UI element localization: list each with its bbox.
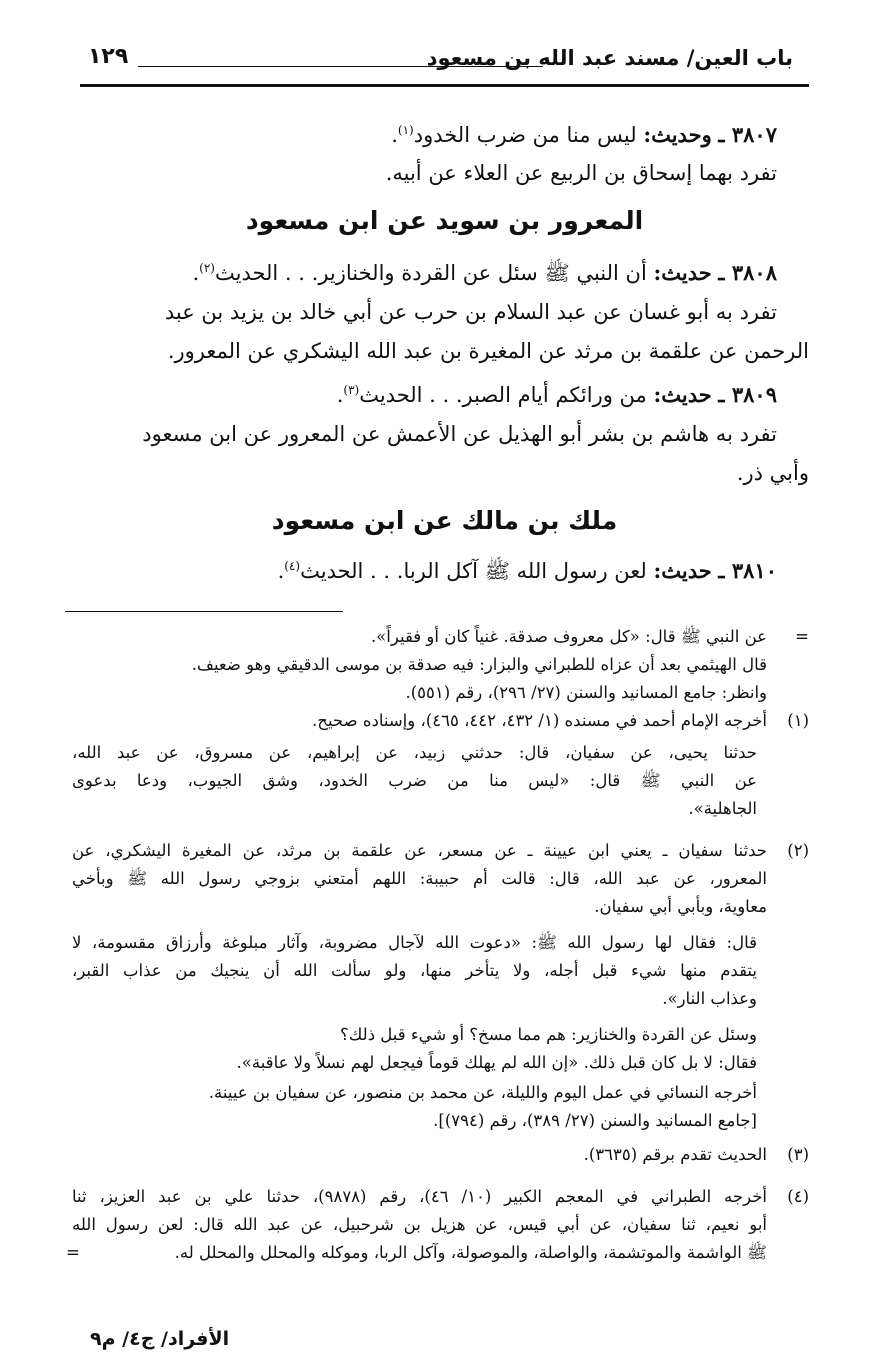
footnote-cont-line: عن النبي ﷺ قال: «كل معروف صدقة. غنياً كان أو فقيراً». bbox=[370, 627, 767, 646]
tafarrud-3809-line1: تفرد به هاشم بن بشر أبو الهذيل عن الأعمش عن المعرور عن ابن مسعود bbox=[142, 422, 777, 446]
hadith-3809 bbox=[80, 375, 777, 410]
footnote-ref: (١) bbox=[397, 123, 414, 137]
footnote-1-mark: (١) bbox=[787, 711, 809, 730]
section-title-2: ملك بن مالك عن ابن مسعود bbox=[271, 506, 618, 535]
continuation-mark: = bbox=[795, 627, 809, 646]
footnote-ref: (٤) bbox=[284, 559, 301, 573]
footnote-1-line: عن النبي ﷺ قال: «ليس منا من ضرب الخدود، وشق الجيوب، ودعا بدعوى bbox=[72, 771, 757, 790]
footnote-2-line: [جامع المسانيد والسنن (٢٧/ ٣٨٩)، رقم (٧٩٤)]. bbox=[433, 1111, 757, 1130]
footnote-separator bbox=[65, 611, 343, 612]
hadith-keyword: وحديث: bbox=[643, 122, 712, 147]
hadith-keyword: حديث: bbox=[653, 382, 712, 407]
punct: . bbox=[336, 383, 344, 407]
footnote-ref: (٣) bbox=[343, 383, 360, 397]
footnote-4-mark: (٤) bbox=[787, 1187, 809, 1206]
hadith-number: ٣٨١٠ ـ bbox=[718, 558, 777, 583]
tafarrud-3808-line2: الرحمن عن علقمة بن مرثد عن المغيرة بن عبد الله اليشكري عن المعرور. bbox=[167, 339, 809, 363]
hadith-keyword: حديث: bbox=[653, 558, 712, 583]
footnote-4-line: أخرجه الطبراني في المعجم الكبير (١٠/ ٤٦)، رقم (٩٨٧٨)، حدثنا علي بن عبد العزيز، ثنا bbox=[72, 1187, 767, 1206]
footnote-2-line: وعذاب النار». bbox=[662, 989, 757, 1008]
header-rule bbox=[80, 84, 809, 87]
footnote-3-mark: (٣) bbox=[787, 1145, 809, 1164]
footnote-cont-line: وانظر: جامع المسانيد والسنن (٢٧/ ٢٩٦)، رقم (٥٥١). bbox=[405, 683, 767, 702]
punct: . bbox=[277, 559, 285, 583]
footnote-ref: (٢) bbox=[199, 261, 215, 275]
hadith-3808 bbox=[80, 253, 777, 288]
section-title-1: المعرور بن سويد عن ابن مسعود bbox=[245, 206, 644, 235]
punct: . bbox=[192, 261, 200, 285]
hadith-text: أن النبي ﷺ سئل عن القردة والخنازير. . . الحديث bbox=[214, 261, 647, 285]
header-dash-line bbox=[138, 66, 543, 67]
footnote-2-line: يتقدم منها شيء قبل أجله، ولا يتأخر منها، ولو سألت الله أن ينجيك من عذاب القبر، bbox=[72, 961, 757, 980]
hadith-text: ليس منا من ضرب الخدود bbox=[413, 123, 637, 147]
footnote-1-line: حدثنا يحيى، عن سفيان، قال: حدثني زبيد، عن إبراهيم، عن مسروق، عن عبد الله، bbox=[72, 743, 757, 762]
footnote-4-line: ﷺ الواشمة والموتشمة، والواصلة، والموصولة، وآكل الربا، وموكله والمحلل والمحلل له. bbox=[174, 1243, 767, 1262]
footnote-2-line: قال: فقال لها رسول الله ﷺ: «دعوت الله لآجال مضروبة، وآثار مبلوغة وأرزاق مقسومة، لا bbox=[72, 933, 757, 952]
continuation-mark-end: = bbox=[66, 1243, 80, 1262]
hadith-text: من ورائكم أيام الصبر. . . الحديث bbox=[359, 383, 647, 407]
footnote-cont-line: قال الهيثمي بعد أن عزاه للطبراني والبزار: فيه صدقة بن موسى الدقيقي وهو ضعيف. bbox=[191, 655, 767, 674]
footnote-1-line: أخرجه الإمام أحمد في مسنده (١/ ٤٣٢، ٤٤٢، ٤٦٥)، وإسناده صحيح. bbox=[312, 711, 767, 730]
footnote-1-line: الجاهلية». bbox=[688, 799, 757, 818]
hadith-3810 bbox=[80, 551, 777, 586]
punct: . bbox=[391, 123, 398, 147]
footnote-2-line: وسئل عن القردة والخنازير: هم مما مسخ؟ أو شيء قبل ذلك؟ bbox=[340, 1025, 757, 1044]
hadith-number: ٣٨٠٨ ـ bbox=[718, 260, 777, 285]
hadith-3807 bbox=[80, 115, 777, 150]
footnote-2-line: فقال: لا بل كان قبل ذلك. «إن الله لم يهلك قوماً فيجعل لهم نسلاً ولا عاقبة». bbox=[236, 1053, 757, 1072]
footnote-2-line: حدثنا سفيان ـ يعني ابن عيينة ـ عن مسعر، عن علقمة بن مرثد، عن المغيرة اليشكري، عن bbox=[72, 841, 767, 860]
page-number: ١٢٩ bbox=[88, 44, 129, 69]
tafarrud-3808-line1: تفرد به أبو غسان عن عبد السلام بن حرب عن أبي خالد بن يزيد بن عبد bbox=[164, 300, 777, 324]
footnote-4-line: أبو نعيم، ثنا سفيان، عن أبي قيس، عن هزيل بن شرحبيل، عن عبد الله قال: لعن رسول الله bbox=[72, 1215, 767, 1234]
footer-signature: الأفراد/ ج٤/ م٩ bbox=[90, 1328, 230, 1350]
footnote-3-line: الحديث تقدم برقم (٣٦٣٥). bbox=[583, 1145, 767, 1164]
footnote-2-line: المعرور، عن عبد الله، قال: قالت أم حبيبة: اللهم أمتعني بزوجي رسول الله ﷺ وبأخي bbox=[72, 869, 767, 888]
footnote-2-line: أخرجه النسائي في عمل اليوم والليلة، عن محمد بن منصور، عن سفيان بن عيينة. bbox=[208, 1083, 757, 1102]
hadith-number: ٣٨٠٩ ـ bbox=[718, 382, 777, 407]
hadith-text: لعن رسول الله ﷺ آكل الربا. . . الحديث bbox=[300, 559, 647, 583]
running-title: باب العين/ مسند عبد الله بن مسعود bbox=[426, 46, 793, 70]
tafarrud-3807: تفرد بهما إسحاق بن الربيع عن العلاء عن أبيه. bbox=[385, 161, 777, 185]
hadith-number: ٣٨٠٧ ـ bbox=[718, 122, 777, 147]
footnote-2-mark: (٢) bbox=[787, 841, 809, 860]
footnote-2-line: معاوية، وبأبي أبي سفيان. bbox=[594, 897, 767, 916]
tafarrud-3809-line2: وأبي ذر. bbox=[736, 461, 809, 485]
hadith-keyword: حديث: bbox=[653, 260, 712, 285]
